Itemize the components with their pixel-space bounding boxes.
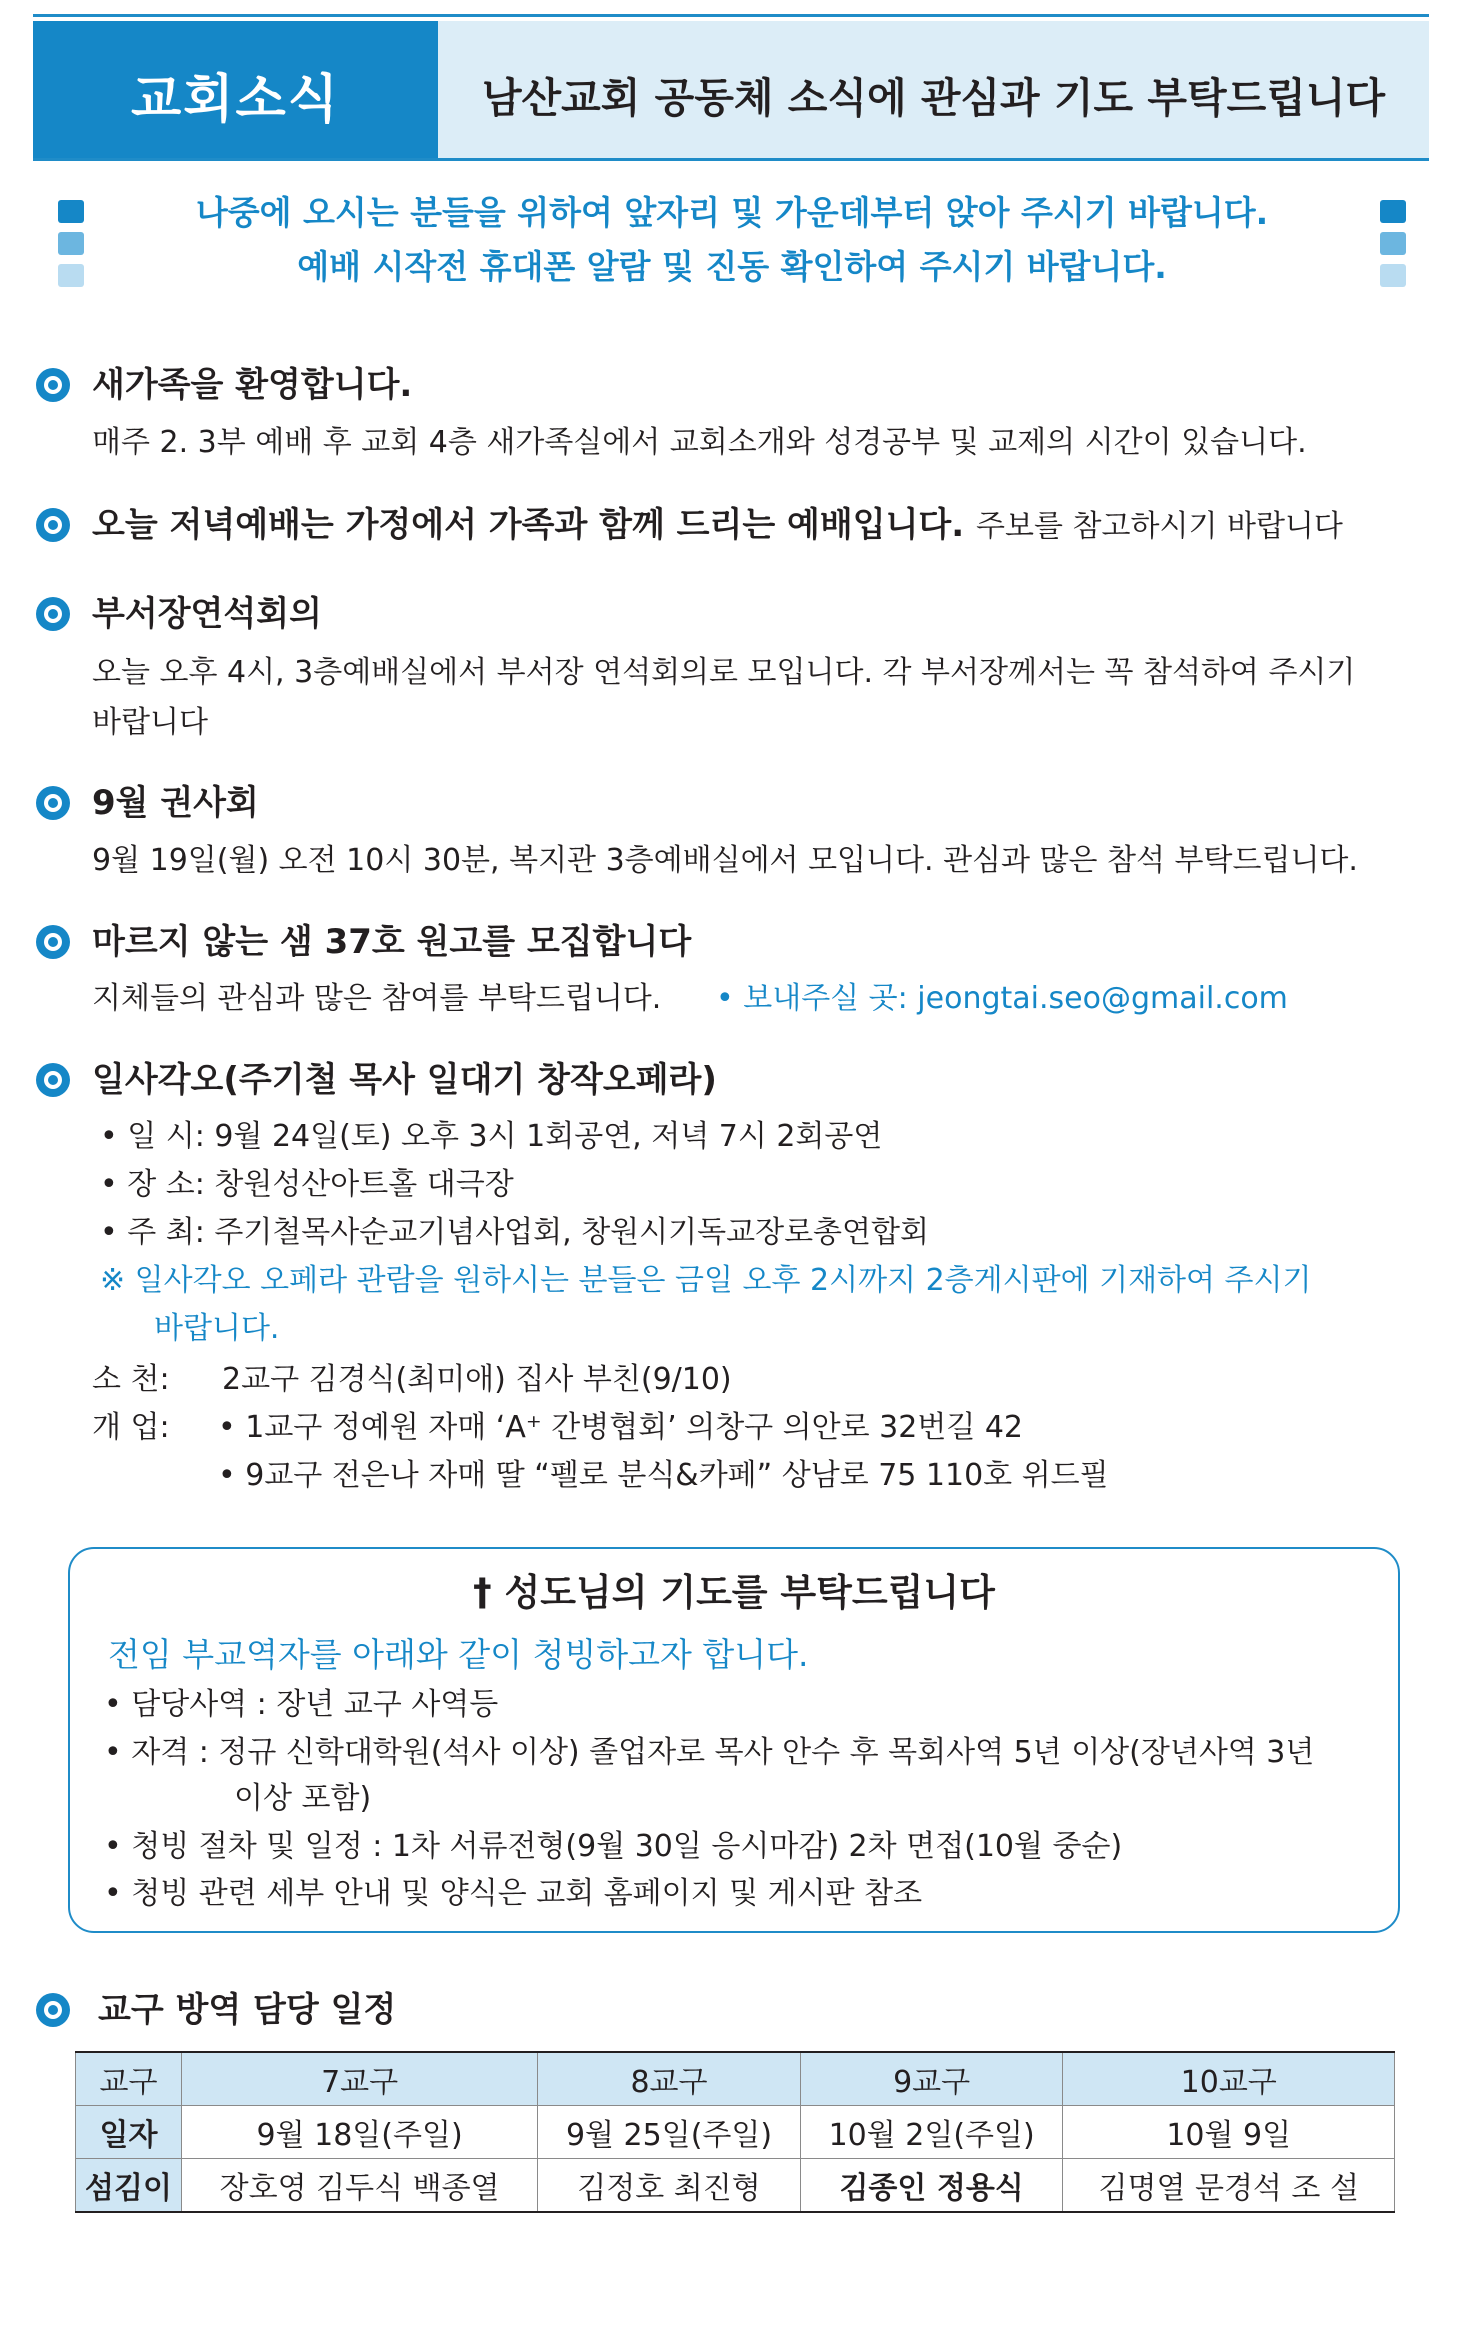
schedule-title: 교구 방역 담당 일정 — [98, 1990, 397, 2030]
section-title-box — [33, 21, 438, 158]
servers-cell: 김종인 정용식 — [800, 2159, 1063, 2213]
table-corner-cell: 교구 — [76, 2052, 182, 2106]
opera-request-line-1: ※ 일사각오 오페라 관람을 원하시는 분들은 금일 오후 2시까지 2층게시판에 기재하여 주시기 — [100, 1263, 1312, 1298]
meeting-body-line-2: 바랍니다 — [92, 705, 208, 740]
evening-title-text: 오늘 저녁예배는 가정에서 가족과 함께 드리는 예배입니다. — [92, 505, 965, 545]
square-marker-icon — [1380, 200, 1406, 223]
bullet-icon — [36, 597, 70, 631]
bullet-icon — [36, 1063, 70, 1097]
column-header: 9교구 — [800, 2052, 1063, 2106]
condolence-label: 소 천: — [92, 1362, 170, 1397]
table-header-row — [76, 2052, 1395, 2106]
header-top-rule — [33, 14, 1429, 17]
notice-line-2: 예배 시작전 휴대폰 알람 및 진동 확인하여 주시기 바랍니다. — [297, 247, 1167, 286]
square-marker-icon — [1380, 232, 1406, 255]
meeting-body-line-1: 오늘 오후 4시, 3층예배실에서 부서장 연석회의로 모입니다. 각 부서장께서는 꼭 참석하여 주시기 — [92, 655, 1356, 690]
welcome-title: 새가족을 환영합니다. — [92, 365, 413, 405]
condolence-text: 2교구 김경식(최미애) 집사 부친(9/10) — [222, 1362, 732, 1397]
opera-place: • 장 소: 창원성산아트홀 대극장 — [100, 1167, 514, 1202]
date-cell: 9월 25일(주일) — [538, 2106, 801, 2159]
notice-line-1: 나중에 오시는 분들을 위하여 앞자리 및 가운데부터 앉아 주시기 바랍니다. — [195, 193, 1269, 232]
square-marker-icon — [58, 264, 84, 287]
bullet-icon — [36, 508, 70, 542]
evening-title — [92, 505, 1343, 545]
header-subtitle: 남산교회 공동체 소식에 관심과 기도 부탁드립니다 — [481, 74, 1386, 122]
square-marker-icon — [58, 232, 84, 255]
opening-label: 개 업: — [92, 1410, 170, 1445]
column-header: 7교구 — [182, 2052, 538, 2106]
date-cell: 10월 9일 — [1063, 2106, 1395, 2159]
prayer-title: † 성도님의 기도를 부탁드립니다 — [473, 1571, 995, 1614]
column-header: 10교구 — [1063, 2052, 1395, 2106]
square-marker-icon — [1380, 264, 1406, 287]
prayer-qualification-line-2: 이상 포함) — [234, 1781, 372, 1816]
date-cell: 10월 2일(주일) — [800, 2106, 1063, 2159]
manuscript-title: 마르지 않는 샘 37호 원고를 모집합니다 — [92, 922, 692, 962]
servers-cell: 김정호 최진형 — [538, 2159, 801, 2213]
welcome-body: 매주 2. 3부 예배 후 교회 4층 새가족실에서 교회소개와 성경공부 및 교제의 시간이 있습니다. — [92, 425, 1307, 460]
row-header-date: 일자 — [76, 2106, 182, 2159]
header-subtitle-box — [438, 21, 1429, 158]
section-title: 교회소식 — [131, 70, 340, 130]
kwonsa-title: 9월 권사회 — [92, 783, 259, 823]
opera-host: • 주 최: 주기철목사순교기념사업회, 창원시기독교장로총연합회 — [100, 1215, 929, 1250]
manuscript-email: • 보내주실 곳: jeongtai.seo@gmail.com — [716, 981, 1288, 1016]
opening-line-2: • 9교구 전은나 자매 딸 “펠로 분식&카페” 상남로 75 110호 위드필 — [218, 1458, 1109, 1493]
prayer-process: • 청빙 절차 및 일정 : 1차 서류전형(9월 30일 응시마감) 2차 면접(10월 중순) — [104, 1829, 1123, 1864]
opera-request-line-2: 바랍니다. — [154, 1311, 280, 1346]
prayer-lead: 전임 부교역자를 아래와 같이 청빙하고자 합니다. — [108, 1635, 809, 1674]
opening-line-1: • 1교구 정예원 자매 ‘A⁺ 간병협회’ 의창구 의안로 32번길 42 — [218, 1410, 1024, 1445]
date-cell: 9월 18일(주일) — [182, 2106, 538, 2159]
prayer-qualification-line-1: • 자격 : 정규 신학대학원(석사 이상) 졸업자로 목사 안수 후 목회사역 5년 이상(장년사역 3년 — [104, 1735, 1315, 1770]
kwonsa-body: 9월 19일(월) 오전 10시 30분, 복지관 3층예배실에서 모입니다. 관심과 많은 참석 부탁드립니다. — [92, 843, 1358, 878]
meeting-title: 부서장연석회의 — [92, 594, 322, 634]
servers-cell: 김명열 문경석 조 설 — [1063, 2159, 1395, 2213]
servers-cell: 장호영 김두식 백종열 — [182, 2159, 538, 2213]
manuscript-body: 지체들의 관심과 많은 참여를 부탁드립니다. — [92, 981, 662, 1016]
evening-note: 주보를 참고하시기 바랍니다 — [976, 509, 1343, 544]
column-header: 8교구 — [538, 2052, 801, 2106]
header-bottom-rule — [33, 158, 1429, 161]
bullet-icon — [36, 1993, 70, 2027]
bullet-icon — [36, 925, 70, 959]
bullet-icon — [36, 786, 70, 820]
prayer-detail: • 청빙 관련 세부 안내 및 양식은 교회 홈페이지 및 게시판 참조 — [104, 1876, 923, 1911]
table-row — [76, 2159, 1395, 2213]
row-header-servers: 섬김이 — [76, 2159, 182, 2213]
opera-title: 일사각오(주기철 목사 일대기 창작오페라) — [92, 1060, 717, 1100]
schedule-table — [75, 2051, 1395, 2213]
prayer-role: • 담당사역 : 장년 교구 사역등 — [104, 1687, 499, 1722]
table-row — [76, 2106, 1395, 2159]
square-marker-icon — [58, 200, 84, 223]
bullet-icon — [36, 368, 70, 402]
opera-date: • 일 시: 9월 24일(토) 오후 3시 1회공연, 저녁 7시 2회공연 — [100, 1119, 883, 1154]
